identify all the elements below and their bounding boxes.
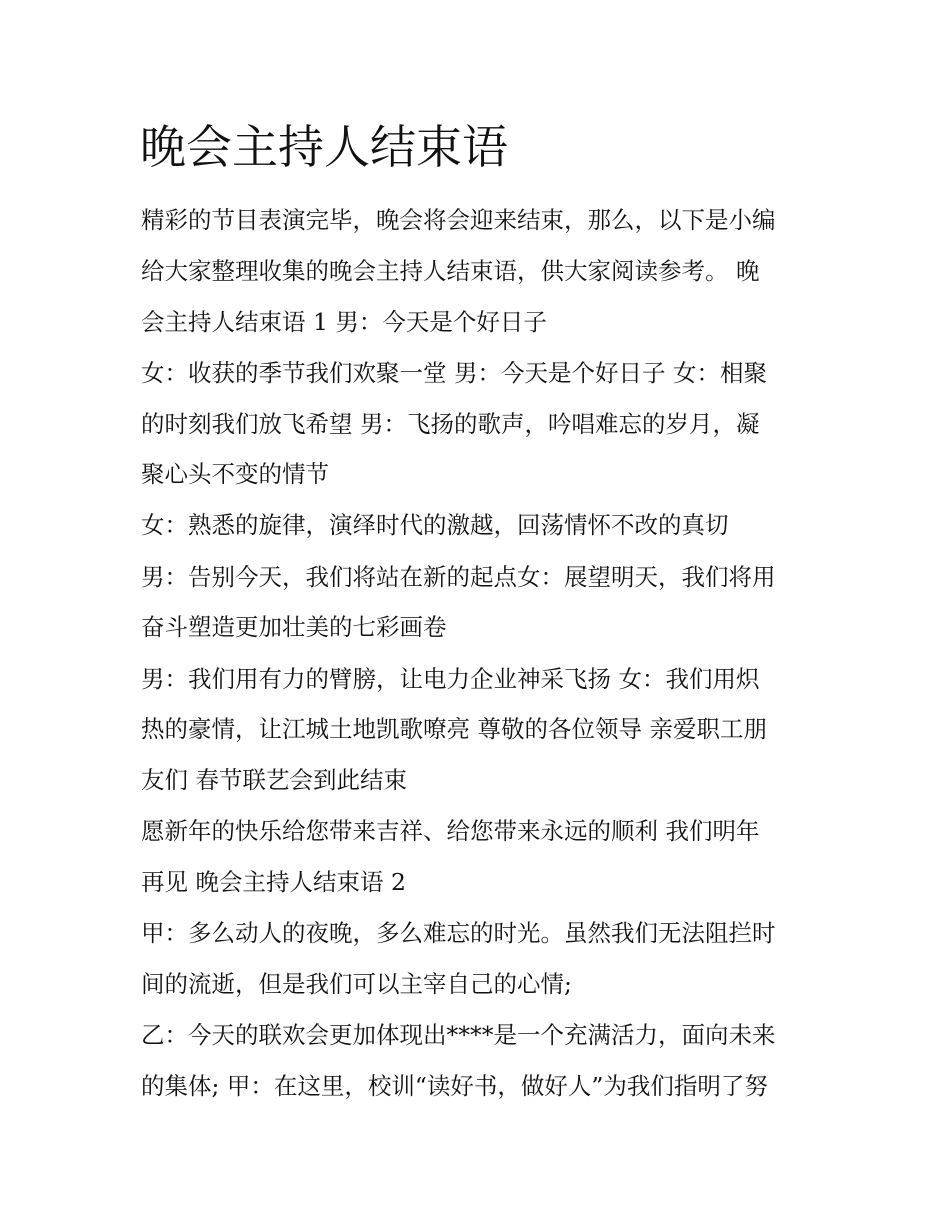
body-line: 聚心头不变的情节 <box>141 460 329 488</box>
body-line: 精彩的节目表演完毕，晚会将会迎来结束，那么，以下是小编 <box>141 206 776 234</box>
body-line: 愿新年的快乐给您带来吉祥、给您带来永远的顺利 我们明年 <box>141 817 760 845</box>
body-line: 给大家整理收集的晚会主持人结束语，供大家阅读参考。 晚 <box>141 257 760 285</box>
body-line: 会主持人结束语 1 男：今天是个好日子 <box>141 308 547 336</box>
body-line: 女：收获的季节我们欢聚一堂 男：今天是个好日子 女：相聚 <box>141 359 767 387</box>
body-line: 再见 晚会主持人结束语 2 <box>141 868 406 896</box>
body-line: 男：我们用有力的臂膀，让电力企业神采飞扬 女：我们用炽 <box>141 665 760 693</box>
body-line: 男：告别今天，我们将站在新的起点女：展望明天，我们将用 <box>141 563 776 591</box>
body-line: 间的流逝，但是我们可以主宰自己的心情; <box>141 970 572 998</box>
body-line: 的时刻我们放飞希望 男：飞扬的歌声，吟唱难忘的岁月，凝 <box>141 410 760 438</box>
body-line: 的集体; 甲：在这里，校训“读好书，做好人”为我们指明了努 <box>141 1072 768 1100</box>
document-title: 晚会主持人结束语 <box>140 120 508 174</box>
body-line: 乙：今天的联欢会更加体现出****是一个充满活力，面向未来 <box>141 1021 776 1049</box>
body-line: 奋斗塑造更加壮美的七彩画卷 <box>141 613 447 641</box>
body-line: 女：熟悉的旋律，演绎时代的激越，回荡情怀不改的真切 <box>141 511 729 539</box>
body-line: 热的豪情，让江城土地凯歌嘹亮 尊敬的各位领导 亲爱职工朋 <box>141 715 767 743</box>
body-line: 友们 春节联艺会到此结束 <box>141 766 407 794</box>
body-line: 甲：多么动人的夜晚，多么难忘的时光。虽然我们无法阻拦时 <box>141 919 776 947</box>
